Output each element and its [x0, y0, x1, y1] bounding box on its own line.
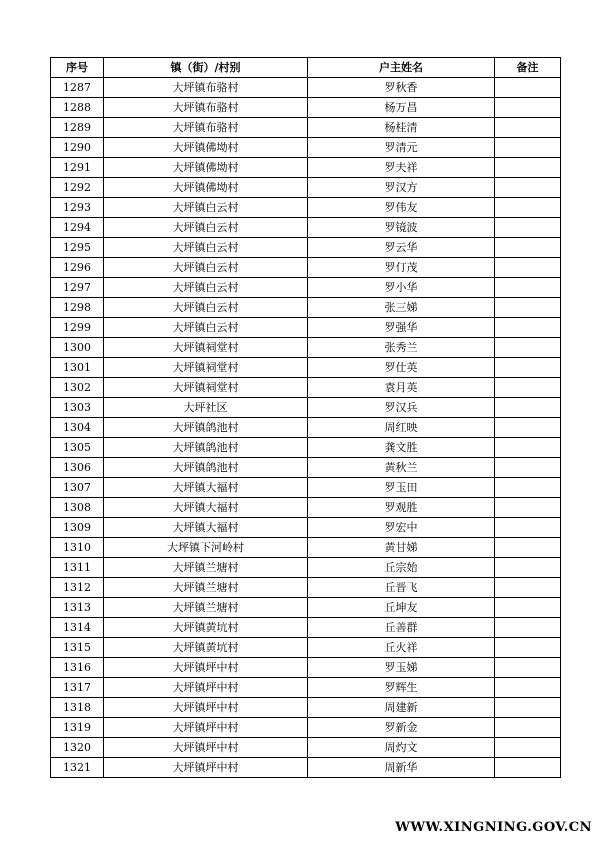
- village-cell: 大坪镇鸽池村: [104, 418, 308, 438]
- table-row: [51, 318, 561, 338]
- village-cell: 大坪镇坪中村: [104, 758, 308, 778]
- remark-cell: [495, 338, 561, 358]
- seq-cell: 1302: [51, 378, 104, 398]
- remark-cell: [495, 418, 561, 438]
- seq-cell: 1303: [51, 398, 104, 418]
- household-table: [50, 57, 561, 778]
- remark-cell: [495, 358, 561, 378]
- village-cell: 大坪镇白云村: [104, 218, 308, 238]
- remark-cell: [495, 178, 561, 198]
- village-cell: 大坪镇白云村: [104, 198, 308, 218]
- village-cell: 大坪镇佛坳村: [104, 158, 308, 178]
- householder-cell: 张秀兰: [308, 338, 495, 358]
- village-cell: 大坪镇布骆村: [104, 78, 308, 98]
- householder-cell: 罗强华: [308, 318, 495, 338]
- seq-cell: 1291: [51, 158, 104, 178]
- table-row: [51, 238, 561, 258]
- seq-cell: 1297: [51, 278, 104, 298]
- village-cell: 大坪镇白云村: [104, 278, 308, 298]
- village-cell: 大坪镇兰塘村: [104, 578, 308, 598]
- seq-cell: 1315: [51, 638, 104, 658]
- householder-cell: 罗宏中: [308, 518, 495, 538]
- seq-cell: 1312: [51, 578, 104, 598]
- seq-cell: 1320: [51, 738, 104, 758]
- householder-cell: 杨万昌: [308, 98, 495, 118]
- table-row: [51, 458, 561, 478]
- remark-cell: [495, 218, 561, 238]
- seq-cell: 1307: [51, 478, 104, 498]
- table-row: [51, 598, 561, 618]
- remark-cell: [495, 538, 561, 558]
- seq-cell: 1305: [51, 438, 104, 458]
- householder-cell: 罗云华: [308, 238, 495, 258]
- village-cell: 大坪镇坪中村: [104, 738, 308, 758]
- village-cell: 大坪镇坪中村: [104, 678, 308, 698]
- remark-cell: [495, 498, 561, 518]
- table-row: [51, 758, 561, 778]
- seq-cell: 1295: [51, 238, 104, 258]
- householder-cell: 罗清元: [308, 138, 495, 158]
- remark-cell: [495, 378, 561, 398]
- footer-site-url: WWW.XINGNING.GOV.CN: [395, 820, 592, 835]
- table-row: [51, 178, 561, 198]
- seq-cell: 1306: [51, 458, 104, 478]
- seq-cell: 1298: [51, 298, 104, 318]
- seq-cell: 1288: [51, 98, 104, 118]
- remark-cell: [495, 658, 561, 678]
- table-row: [51, 418, 561, 438]
- householder-cell: 罗小华: [308, 278, 495, 298]
- remark-cell: [495, 438, 561, 458]
- remark-cell: [495, 98, 561, 118]
- table-row: [51, 98, 561, 118]
- village-cell: 大坪镇下河岭村: [104, 538, 308, 558]
- village-cell: 大坪镇布骆村: [104, 98, 308, 118]
- table-row: [51, 438, 561, 458]
- village-cell: 大坪镇黄坑村: [104, 618, 308, 638]
- householder-cell: 周红映: [308, 418, 495, 438]
- table-row: [51, 198, 561, 218]
- householder-cell: 丘晋飞: [308, 578, 495, 598]
- remark-cell: [495, 698, 561, 718]
- table-row: [51, 558, 561, 578]
- remark-cell: [495, 118, 561, 138]
- householder-cell: 张三娣: [308, 298, 495, 318]
- remark-cell: [495, 138, 561, 158]
- remark-cell: [495, 738, 561, 758]
- householder-cell: 罗夫祥: [308, 158, 495, 178]
- table-row: [51, 338, 561, 358]
- header-seq: 序号: [51, 58, 104, 78]
- remark-cell: [495, 718, 561, 738]
- village-cell: 大坪镇佛坳村: [104, 178, 308, 198]
- table-row: [51, 498, 561, 518]
- remark-cell: [495, 158, 561, 178]
- seq-cell: 1314: [51, 618, 104, 638]
- seq-cell: 1289: [51, 118, 104, 138]
- householder-cell: 罗辉生: [308, 678, 495, 698]
- table-row: [51, 678, 561, 698]
- remark-cell: [495, 638, 561, 658]
- header-remarks: 备注: [495, 58, 561, 78]
- householder-cell: 黄甘娣: [308, 538, 495, 558]
- householder-cell: 罗玉娣: [308, 658, 495, 678]
- remark-cell: [495, 298, 561, 318]
- remark-cell: [495, 678, 561, 698]
- remark-cell: [495, 198, 561, 218]
- table-body: [51, 78, 561, 778]
- village-cell: 大坪镇布骆村: [104, 118, 308, 138]
- householder-cell: 罗玉田: [308, 478, 495, 498]
- seq-cell: 1290: [51, 138, 104, 158]
- village-cell: 大坪镇坪中村: [104, 698, 308, 718]
- table-row: [51, 258, 561, 278]
- table-row: [51, 638, 561, 658]
- seq-cell: 1301: [51, 358, 104, 378]
- remark-cell: [495, 458, 561, 478]
- village-cell: 大坪镇坪中村: [104, 658, 308, 678]
- table-row: [51, 578, 561, 598]
- householder-cell: 罗观胜: [308, 498, 495, 518]
- remark-cell: [495, 618, 561, 638]
- seq-cell: 1318: [51, 698, 104, 718]
- table-row: [51, 378, 561, 398]
- householder-cell: 周建新: [308, 698, 495, 718]
- seq-cell: 1317: [51, 678, 104, 698]
- remark-cell: [495, 758, 561, 778]
- village-cell: 大坪镇黄坑村: [104, 638, 308, 658]
- table-row: [51, 218, 561, 238]
- table-row: [51, 538, 561, 558]
- header-householder: 户主姓名: [308, 58, 495, 78]
- seq-cell: 1308: [51, 498, 104, 518]
- village-cell: 大坪镇坪中村: [104, 718, 308, 738]
- seq-cell: 1309: [51, 518, 104, 538]
- village-cell: 大坪镇鸽池村: [104, 458, 308, 478]
- village-cell: 大坪镇祠堂村: [104, 338, 308, 358]
- village-cell: 大坪镇兰塘村: [104, 598, 308, 618]
- seq-cell: 1292: [51, 178, 104, 198]
- village-cell: 大坪镇佛坳村: [104, 138, 308, 158]
- remark-cell: [495, 578, 561, 598]
- village-cell: 大坪镇大福村: [104, 498, 308, 518]
- village-cell: 大坪镇祠堂村: [104, 378, 308, 398]
- table-header-row: [51, 58, 561, 78]
- householder-cell: 周灼文: [308, 738, 495, 758]
- remark-cell: [495, 518, 561, 538]
- remark-cell: [495, 478, 561, 498]
- seq-cell: 1311: [51, 558, 104, 578]
- village-cell: 大坪镇大福村: [104, 478, 308, 498]
- table-row: [51, 298, 561, 318]
- seq-cell: 1313: [51, 598, 104, 618]
- village-cell: 大坪镇鸽池村: [104, 438, 308, 458]
- seq-cell: 1310: [51, 538, 104, 558]
- table-row: [51, 618, 561, 638]
- seq-cell: 1287: [51, 78, 104, 98]
- seq-cell: 1299: [51, 318, 104, 338]
- seq-cell: 1304: [51, 418, 104, 438]
- village-cell: 大坪镇祠堂村: [104, 358, 308, 378]
- householder-cell: 罗镜波: [308, 218, 495, 238]
- table-row: [51, 358, 561, 378]
- village-cell: 大坪镇白云村: [104, 238, 308, 258]
- remark-cell: [495, 598, 561, 618]
- seq-cell: 1294: [51, 218, 104, 238]
- remark-cell: [495, 318, 561, 338]
- remark-cell: [495, 398, 561, 418]
- householder-cell: 周新华: [308, 758, 495, 778]
- table-row: [51, 158, 561, 178]
- seq-cell: 1319: [51, 718, 104, 738]
- householder-cell: 黄秋兰: [308, 458, 495, 478]
- table-row: [51, 118, 561, 138]
- table-row: [51, 718, 561, 738]
- householder-cell: 罗汉兵: [308, 398, 495, 418]
- remark-cell: [495, 238, 561, 258]
- householder-cell: 丘火祥: [308, 638, 495, 658]
- village-cell: 大坪镇白云村: [104, 298, 308, 318]
- householder-cell: 丘宗始: [308, 558, 495, 578]
- householder-cell: 罗秋香: [308, 78, 495, 98]
- householder-cell: 龚文胜: [308, 438, 495, 458]
- seq-cell: 1300: [51, 338, 104, 358]
- table-row: [51, 518, 561, 538]
- remark-cell: [495, 258, 561, 278]
- householder-cell: 丘坤友: [308, 598, 495, 618]
- householder-cell: 袁月英: [308, 378, 495, 398]
- householder-cell: 罗仕英: [308, 358, 495, 378]
- table-row: [51, 478, 561, 498]
- remark-cell: [495, 278, 561, 298]
- village-cell: 大坪镇大福村: [104, 518, 308, 538]
- seq-cell: 1316: [51, 658, 104, 678]
- remark-cell: [495, 558, 561, 578]
- seq-cell: 1321: [51, 758, 104, 778]
- table-row: [51, 658, 561, 678]
- householder-cell: 罗新金: [308, 718, 495, 738]
- village-cell: 大坪镇兰塘村: [104, 558, 308, 578]
- seq-cell: 1293: [51, 198, 104, 218]
- village-cell: 大坪镇白云村: [104, 318, 308, 338]
- table-row: [51, 78, 561, 98]
- householder-cell: 杨桂清: [308, 118, 495, 138]
- table-row: [51, 278, 561, 298]
- table-row: [51, 138, 561, 158]
- header-town-village: 镇（街）/村别: [104, 58, 308, 78]
- village-cell: 大坪镇白云村: [104, 258, 308, 278]
- table-row: [51, 398, 561, 418]
- householder-cell: 丘善群: [308, 618, 495, 638]
- householder-cell: 罗伟友: [308, 198, 495, 218]
- village-cell: 大坪社区: [104, 398, 308, 418]
- table-row: [51, 738, 561, 758]
- table-row: [51, 698, 561, 718]
- householder-cell: 罗汉方: [308, 178, 495, 198]
- seq-cell: 1296: [51, 258, 104, 278]
- remark-cell: [495, 78, 561, 98]
- householder-cell: 罗仃茂: [308, 258, 495, 278]
